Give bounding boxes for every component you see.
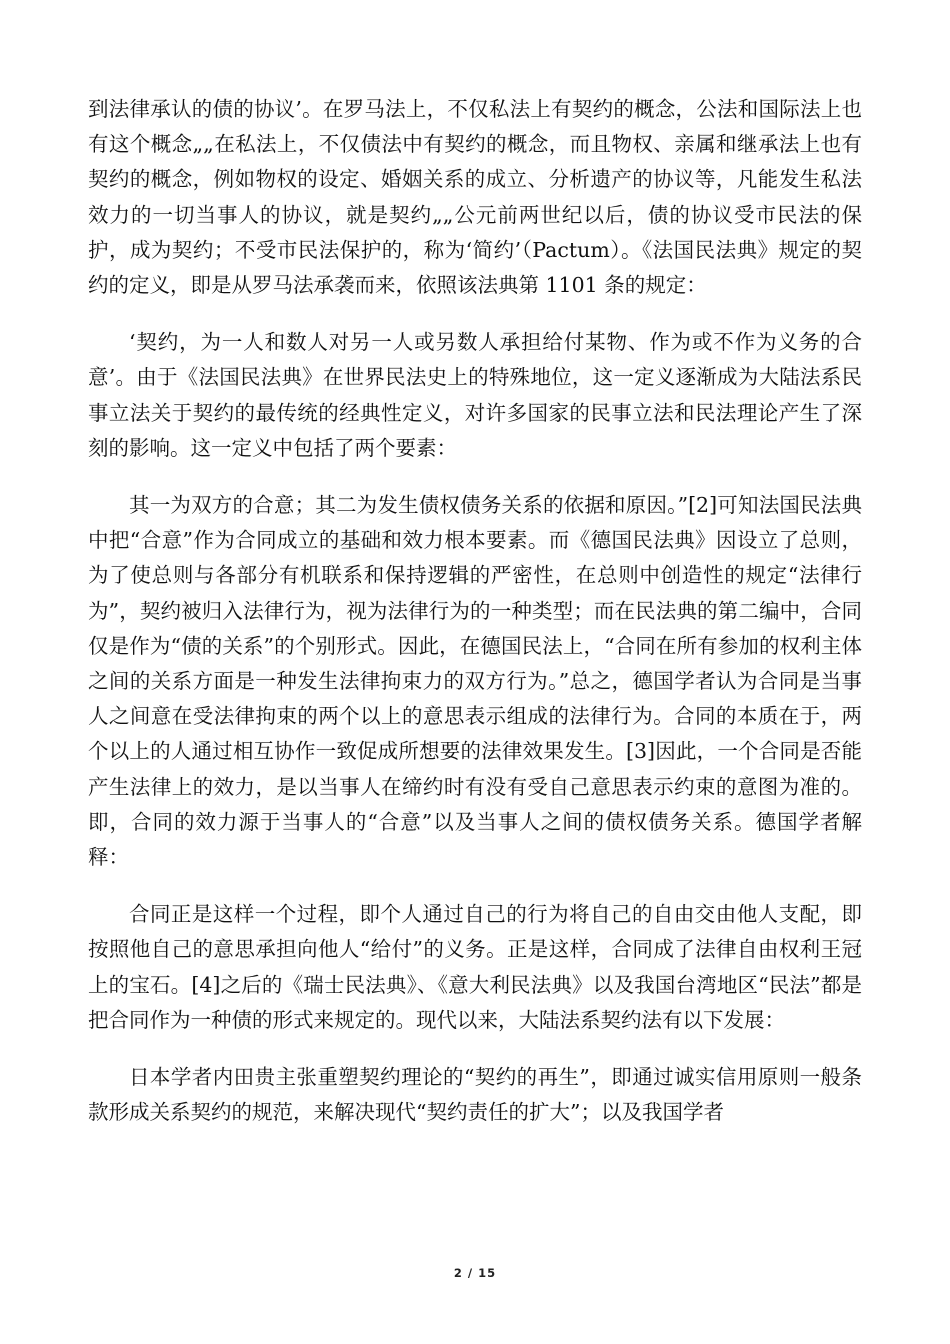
paragraph-4: 合同正是这样一个过程，即个人通过自己的行为将自己的自由交由他人支配，即按照他自己的意思承担向他人“给付”的义务。正是这样，合同成了法律自由权利王冠上的宝石。[4]之后的《瑞士民法典》、《意大利民法典》以及我国台湾地区“民法”都是把合同作为一种债的形式来规定的。现代以来，大陆法系契约法有以下发展： [88, 902, 862, 1032]
paragraph-2: ‘契约，为一人和数人对另一人或另数人承担给付某物、作为或不作为义务的合意’。由于《法国民法典》在世界民法史上的特殊地位，这一定义逐渐成为大陆法系民事立法关于契约的最传统的经典性定义，对许多国家的民事立法和民法理论产生了深刻的影响。这一定义中包括了两个要素： [88, 330, 862, 460]
paragraph-3: 其一为双方的合意；其二为发生债权债务关系的依据和原因。”[2]可知法国民法典中把“合意”作为合同成立的基础和效力根本要素。而《德国民法典》因设立了总则，为了使总则与各部分有机联系和保持逻辑的严密性，在总则中创造性的规定“法律行为”，契约被归入法律行为，视为法律行为的一种类型；而在民法典的第二编中，合同仅是作为“债的关系”的个别形式。因此，在德国民法上，“合同在所有参加的权利主体之间的关系方面是一种发生法律拘束力的双方行为。”总之，德国学者认为合同是当事人之间意在受法律拘束的两个以上的意思表示组成的法律行为。合同的本质在于，两个以上的人通过相互协作一致促成所想要的法律效果发生。[3]因此，一个合同是否能产生法律上的效力，是以当事人在缔约时有没有受自己意思表示约束的意图为准的。即，合同的效力源于当事人的“合意”以及当事人之间的债权债务关系。德国学者解释： [88, 493, 862, 870]
paragraph-1: 到法律承认的债的协议’。在罗马法上，不仅私法上有契约的概念，公法和国际法上也有这个概念„„在私法上，不仅债法中有契约的概念，而且物权、亲属和继承法上也有契约的概念，例如物权的设定、婚姻关系的成立、分析遗产的协议等，凡能发生私法效力的一切当事人的协议，就是契约„„公元前两世纪以后，债的协议受市民法的保护，成为契约；不受市民法保护的，称为‘简约’（Pactum）。《法国民法典》规定的契约的定义，即是从罗马法承袭而来，依照该法典第 1101 条的规定： [88, 97, 862, 298]
page-number: 2 / 15 [453, 1266, 497, 1280]
paragraph-5: 日本学者内田贵主张重塑契约理论的“契约的再生”，即通过诚实信用原则一般条款形成关系契约的规范，来解决现代“契约责任的扩大”；以及我国学者 [88, 1065, 862, 1125]
document-body [88, 92, 862, 1152]
